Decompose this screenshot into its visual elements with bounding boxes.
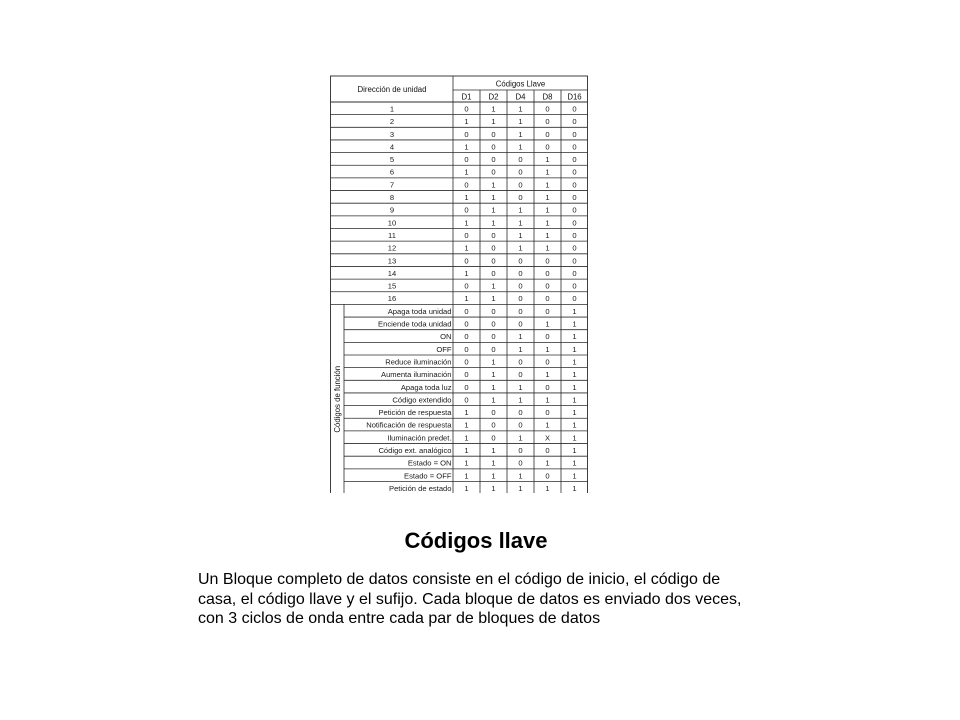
unit-row-10-d16-value: 0 bbox=[572, 218, 577, 228]
function-row-7-d16-value: 1 bbox=[572, 382, 577, 392]
unit-row-6-d4-value: 0 bbox=[518, 167, 523, 177]
unit-row-7-d16-value: 0 bbox=[572, 180, 577, 190]
unit-row-4-d4-value: 1 bbox=[518, 142, 523, 152]
function-row-8-d16-value: 1 bbox=[572, 395, 577, 405]
unit-address-header: Dirección de unidad bbox=[357, 85, 427, 94]
unit-row-9-d16-value: 0 bbox=[572, 205, 577, 215]
function-row-3-d4-value: 1 bbox=[518, 332, 523, 342]
function-row-11-d1-value: 1 bbox=[464, 433, 469, 443]
function-row-13-d2-value: 1 bbox=[491, 458, 496, 468]
unit-row-label-8: 8 bbox=[389, 193, 395, 202]
function-row-2-d2-value: 0 bbox=[491, 319, 496, 329]
function-row-11-d16-value: 1 bbox=[572, 433, 577, 443]
function-row-label-5: Reduce iluminación bbox=[385, 357, 452, 367]
function-row-14-d16-value: 1 bbox=[572, 471, 577, 481]
unit-row-5-d4-value: 0 bbox=[518, 155, 523, 165]
unit-row-15-d2-value: 1 bbox=[491, 281, 496, 291]
unit-row-2-d16-value: 0 bbox=[572, 117, 577, 127]
unit-row-8-d1-value: 1 bbox=[464, 193, 469, 202]
function-row-14-d1-value: 1 bbox=[464, 471, 469, 481]
unit-row-1-d8-value: 0 bbox=[545, 104, 550, 114]
unit-row-label-9: 9 bbox=[389, 205, 395, 215]
unit-row-2-d1-value: 1 bbox=[464, 117, 469, 127]
function-row-14-d4-value: 1 bbox=[518, 471, 523, 481]
function-row-label-4: OFF bbox=[436, 344, 452, 354]
unit-row-14-d4-value: 0 bbox=[518, 268, 523, 278]
key-codes-table-graphic bbox=[330, 73, 588, 493]
function-row-8-d2-value: 1 bbox=[491, 395, 496, 405]
function-row-6-d1-value: 0 bbox=[464, 370, 469, 380]
unit-row-12-d1-value: 1 bbox=[464, 243, 469, 253]
function-row-label-9: Petición de respuesta bbox=[378, 408, 452, 418]
unit-row-label-14: 14 bbox=[387, 268, 397, 278]
unit-row-8-d2-value: 1 bbox=[491, 193, 496, 202]
unit-row-9-d1-value: 0 bbox=[464, 205, 469, 215]
unit-row-12-d4-value: 1 bbox=[518, 243, 523, 253]
function-row-8-d4-value: 1 bbox=[518, 395, 523, 405]
unit-row-8-d16-value: 0 bbox=[572, 193, 577, 202]
function-row-11-d4-value: 1 bbox=[518, 433, 523, 443]
function-row-4-d1-value: 0 bbox=[464, 344, 469, 354]
function-row-1-d2-value: 0 bbox=[491, 306, 496, 316]
unit-row-4-d8-value: 0 bbox=[545, 142, 550, 152]
function-row-5-d8-value: 0 bbox=[545, 357, 550, 367]
function-row-10-d4-value: 0 bbox=[518, 420, 523, 430]
unit-row-label-12: 12 bbox=[387, 243, 397, 253]
unit-row-4-d2-value: 0 bbox=[491, 142, 496, 152]
unit-row-label-2: 2 bbox=[389, 117, 395, 127]
function-row-12-d4-value: 0 bbox=[518, 446, 523, 455]
unit-row-6-d2-value: 0 bbox=[491, 167, 496, 177]
unit-row-10-d2-value: 1 bbox=[491, 218, 496, 228]
unit-row-3-d4-value: 1 bbox=[518, 129, 523, 139]
unit-row-label-11: 11 bbox=[388, 230, 396, 240]
function-row-11-d8-value: X bbox=[544, 433, 551, 443]
unit-row-15-d4-value: 0 bbox=[518, 281, 523, 291]
unit-row-11-d16-value: 0 bbox=[572, 230, 577, 240]
unit-row-10-d8-value: 1 bbox=[545, 218, 550, 228]
function-row-4-d8-value: 1 bbox=[545, 344, 550, 354]
function-row-1-d16-value: 1 bbox=[572, 306, 577, 316]
unit-row-10-d1-value: 1 bbox=[464, 218, 469, 228]
slide-paragraph: Un Bloque completo de datos consiste en el código de inicio, el código de casa, el código llave y el sufijo. Cada bloque de datos es enviado dos veces, con 3 ciclos de onda entre cada par de bloques de datos bbox=[198, 571, 742, 627]
function-row-12-d16-value: 1 bbox=[572, 446, 577, 455]
column-header-d2: D2 bbox=[488, 92, 499, 102]
function-row-5-d16-value: 1 bbox=[572, 357, 577, 367]
unit-row-1-d2-value: 1 bbox=[491, 104, 496, 114]
unit-row-13-d1-value: 0 bbox=[464, 256, 469, 266]
function-row-5-d4-value: 0 bbox=[518, 357, 523, 367]
function-row-9-d2-value: 0 bbox=[491, 408, 496, 418]
unit-row-11-d4-value: 1 bbox=[518, 230, 523, 240]
unit-row-16-d4-value: 0 bbox=[518, 294, 523, 304]
function-row-14-d2-value: 1 bbox=[491, 471, 496, 481]
function-row-4-d2-value: 0 bbox=[491, 344, 496, 354]
function-row-1-d8-value: 0 bbox=[545, 306, 550, 316]
function-row-label-15: Petición de estado bbox=[389, 483, 452, 493]
unit-row-16-d16-value: 0 bbox=[572, 294, 577, 304]
unit-row-16-d2-value: 1 bbox=[491, 294, 496, 304]
unit-row-7-d2-value: 1 bbox=[491, 180, 496, 190]
column-header-d4: D4 bbox=[515, 92, 526, 102]
unit-row-12-d2-value: 0 bbox=[491, 243, 496, 253]
function-row-label-13: Estado = ON bbox=[407, 458, 452, 468]
unit-row-label-15: 15 bbox=[387, 281, 397, 291]
unit-row-14-d1-value: 1 bbox=[464, 268, 469, 278]
unit-row-14-d2-value: 0 bbox=[491, 268, 496, 278]
slide-title-text: Códigos llave bbox=[404, 528, 548, 553]
unit-row-8-d8-value: 1 bbox=[545, 193, 550, 202]
function-row-label-3: ON bbox=[440, 332, 452, 342]
unit-row-12-d8-value: 1 bbox=[545, 243, 550, 253]
unit-row-1-d1-value: 0 bbox=[464, 104, 469, 114]
column-header-d16: D16 bbox=[567, 92, 582, 102]
function-row-11-d2-value: 0 bbox=[491, 433, 496, 443]
function-row-2-d1-value: 0 bbox=[464, 319, 469, 329]
unit-row-13-d2-value: 0 bbox=[491, 256, 496, 266]
unit-row-9-d2-value: 1 bbox=[491, 205, 496, 215]
unit-row-5-d16-value: 0 bbox=[572, 155, 577, 165]
function-row-10-d16-value: 1 bbox=[572, 420, 577, 430]
unit-row-label-7: 7 bbox=[389, 180, 395, 190]
unit-row-16-d1-value: 1 bbox=[464, 294, 469, 304]
unit-row-7-d4-value: 0 bbox=[518, 180, 523, 190]
function-row-12-d8-value: 0 bbox=[545, 446, 550, 455]
unit-row-4-d16-value: 0 bbox=[572, 142, 577, 152]
unit-row-5-d2-value: 0 bbox=[491, 155, 496, 165]
unit-row-15-d8-value: 0 bbox=[545, 281, 550, 291]
column-header-d8: D8 bbox=[542, 92, 553, 102]
function-row-12-d1-value: 1 bbox=[464, 446, 469, 455]
unit-row-6-d16-value: 0 bbox=[572, 167, 577, 177]
function-row-13-d1-value: 1 bbox=[464, 458, 469, 468]
unit-row-9-d8-value: 1 bbox=[545, 205, 550, 215]
unit-row-3-d2-value: 0 bbox=[491, 129, 496, 139]
function-row-label-14: Estado = OFF bbox=[404, 471, 452, 481]
unit-row-2-d8-value: 0 bbox=[545, 117, 550, 127]
unit-row-label-5: 5 bbox=[389, 155, 395, 165]
function-row-3-d16-value: 1 bbox=[572, 332, 577, 342]
unit-row-label-16: 16 bbox=[387, 294, 397, 304]
key-codes-header: Códigos Llave bbox=[495, 79, 546, 89]
function-row-9-d16-value: 1 bbox=[572, 408, 577, 418]
function-row-3-d8-value: 0 bbox=[545, 332, 550, 342]
function-row-4-d16-value: 1 bbox=[572, 344, 577, 354]
unit-row-5-d1-value: 0 bbox=[464, 155, 469, 165]
function-row-3-d1-value: 0 bbox=[464, 332, 469, 342]
function-row-2-d4-value: 0 bbox=[518, 319, 523, 329]
slide-title bbox=[0, 528, 960, 554]
function-row-15-d2-value: 1 bbox=[491, 483, 496, 493]
function-row-1-d1-value: 0 bbox=[464, 306, 469, 316]
function-row-5-d2-value: 1 bbox=[491, 357, 496, 367]
unit-row-7-d8-value: 1 bbox=[545, 180, 550, 190]
function-row-label-8: Código extendido bbox=[392, 395, 452, 405]
unit-row-label-3: 3 bbox=[389, 129, 395, 139]
unit-row-14-d16-value: 0 bbox=[572, 268, 577, 278]
function-row-label-10: Notificación de respuesta bbox=[366, 420, 452, 430]
unit-row-label-4: 4 bbox=[389, 142, 395, 152]
unit-row-label-1: 1 bbox=[389, 104, 395, 114]
function-row-15-d16-value: 1 bbox=[572, 483, 577, 493]
unit-row-8-d4-value: 0 bbox=[518, 193, 523, 202]
function-row-7-d1-value: 0 bbox=[464, 382, 469, 392]
unit-row-2-d4-value: 1 bbox=[518, 117, 523, 127]
unit-row-9-d4-value: 1 bbox=[518, 205, 523, 215]
unit-row-3-d1-value: 0 bbox=[464, 129, 469, 139]
unit-row-label-13: 13 bbox=[387, 256, 397, 266]
unit-row-11-d2-value: 0 bbox=[491, 230, 496, 240]
function-row-13-d8-value: 1 bbox=[545, 458, 550, 468]
function-codes-header: Códigos de función bbox=[333, 365, 342, 433]
function-row-6-d8-value: 1 bbox=[545, 370, 550, 380]
unit-row-13-d8-value: 0 bbox=[545, 256, 550, 266]
function-row-1-d4-value: 0 bbox=[518, 306, 523, 316]
function-row-13-d16-value: 1 bbox=[572, 458, 577, 468]
unit-row-15-d1-value: 0 bbox=[464, 281, 469, 291]
unit-row-10-d4-value: 1 bbox=[518, 218, 523, 228]
function-row-8-d8-value: 1 bbox=[545, 395, 550, 405]
function-row-9-d8-value: 0 bbox=[545, 408, 550, 418]
unit-row-6-d8-value: 1 bbox=[545, 167, 550, 177]
function-row-label-2: Enciende toda unidad bbox=[378, 319, 452, 329]
function-row-7-d4-value: 1 bbox=[518, 382, 523, 392]
unit-row-16-d8-value: 0 bbox=[545, 294, 550, 304]
unit-row-4-d1-value: 1 bbox=[464, 142, 469, 152]
function-row-13-d4-value: 0 bbox=[518, 458, 523, 468]
function-row-10-d1-value: 1 bbox=[464, 420, 469, 430]
function-row-label-1: Apaga toda unidad bbox=[387, 306, 452, 316]
function-row-15-d4-value: 1 bbox=[518, 483, 523, 493]
function-row-15-d8-value: 1 bbox=[545, 483, 550, 493]
unit-row-5-d8-value: 1 bbox=[545, 155, 550, 165]
function-row-7-d8-value: 0 bbox=[545, 382, 550, 392]
unit-row-1-d4-value: 1 bbox=[518, 104, 523, 114]
function-row-label-12: Código ext. analógico bbox=[378, 446, 452, 455]
unit-row-label-10: 10 bbox=[387, 218, 397, 228]
unit-row-15-d16-value: 0 bbox=[572, 281, 577, 291]
unit-row-13-d4-value: 0 bbox=[518, 256, 523, 266]
function-row-9-d4-value: 0 bbox=[518, 408, 523, 418]
function-row-label-11: Iluminación predet. bbox=[387, 433, 452, 443]
function-row-label-7: Apaga toda luz bbox=[400, 382, 452, 392]
function-row-2-d16-value: 1 bbox=[572, 319, 577, 329]
unit-row-label-6: 6 bbox=[389, 167, 395, 177]
function-row-10-d8-value: 1 bbox=[545, 420, 550, 430]
unit-row-12-d16-value: 0 bbox=[572, 243, 577, 253]
function-row-5-d1-value: 0 bbox=[464, 357, 469, 367]
function-row-7-d2-value: 1 bbox=[491, 382, 496, 392]
function-row-14-d8-value: 0 bbox=[545, 471, 550, 481]
function-row-4-d4-value: 1 bbox=[518, 344, 523, 354]
function-row-10-d2-value: 0 bbox=[491, 420, 496, 430]
unit-row-3-d8-value: 0 bbox=[545, 129, 550, 139]
unit-row-1-d16-value: 0 bbox=[572, 104, 577, 114]
function-row-3-d2-value: 0 bbox=[491, 332, 496, 342]
key-codes-table bbox=[330, 73, 588, 493]
unit-row-2-d2-value: 1 bbox=[491, 117, 496, 127]
function-row-6-d2-value: 1 bbox=[491, 370, 496, 380]
unit-row-6-d1-value: 1 bbox=[464, 167, 469, 177]
unit-row-11-d1-value: 0 bbox=[464, 230, 469, 240]
unit-row-14-d8-value: 0 bbox=[545, 268, 550, 278]
function-row-9-d1-value: 1 bbox=[464, 408, 469, 418]
function-row-6-d16-value: 1 bbox=[572, 370, 577, 380]
unit-row-11-d8-value: 1 bbox=[545, 230, 550, 240]
function-row-12-d2-value: 1 bbox=[491, 446, 496, 455]
function-row-2-d8-value: 1 bbox=[545, 319, 550, 329]
function-row-6-d4-value: 0 bbox=[518, 370, 523, 380]
unit-row-3-d16-value: 0 bbox=[572, 129, 577, 139]
column-header-d1: D1 bbox=[461, 92, 472, 102]
function-row-label-6: Aumenta iluminación bbox=[381, 370, 452, 380]
function-row-8-d1-value: 0 bbox=[464, 395, 469, 405]
function-row-15-d1-value: 1 bbox=[464, 483, 469, 493]
unit-row-13-d16-value: 0 bbox=[572, 256, 577, 266]
unit-row-7-d1-value: 0 bbox=[464, 180, 469, 190]
